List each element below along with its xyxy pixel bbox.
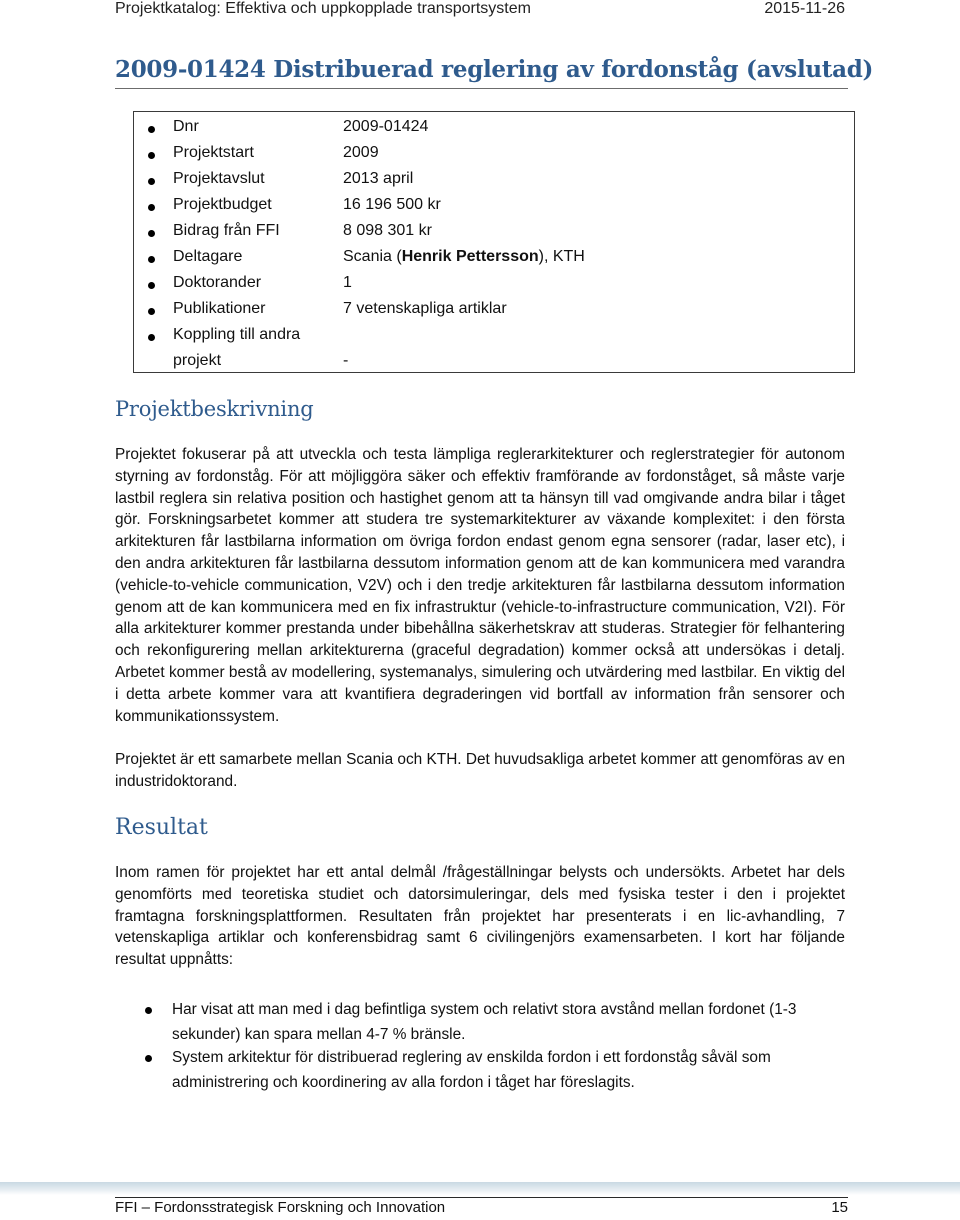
info-value: - (343, 352, 349, 369)
info-row-deltagare (134, 246, 854, 272)
info-label: Koppling till andra (173, 326, 301, 343)
header-catalog-title: Projektkatalog: Effektiva och uppkopplade transportsystem (115, 0, 531, 17)
header-date: 2015-11-26 (764, 0, 845, 17)
footer-band (0, 1182, 960, 1195)
list-item-text: Har visat att man med i dag befintliga system och relativt stora avstånd mellan fordonet (1-3 sekunder) kan spara mellan 4-7 % bränsle. (172, 1001, 797, 1043)
page-footer (115, 1199, 848, 1219)
info-label: Dnr (173, 118, 199, 135)
info-label: Projektbudget (173, 196, 272, 213)
info-row-bidrag (134, 220, 854, 246)
list-item-text: System arkitektur för distribuerad reglering av enskilda fordon i ett fordonståg såväl som administrering och koordinering av alla fordon i tåget har föreslagits. (172, 1049, 771, 1091)
project-title: 2009-01424 Distribuerad reglering av fordonståg (avslutad) (115, 56, 874, 83)
footer-divider (115, 1197, 848, 1198)
participant-contact: Henrik Pettersson (401, 248, 539, 265)
result-heading: Resultat (115, 815, 208, 840)
page-number: 15 (831, 1199, 848, 1216)
bullet-icon (148, 204, 155, 211)
bullet-icon (148, 334, 155, 341)
bullet-icon (145, 1007, 152, 1014)
info-label: Deltagare (173, 248, 243, 265)
title-divider (115, 88, 848, 89)
page-header (115, 0, 845, 20)
bullet-icon (145, 1055, 152, 1062)
result-paragraph: Inom ramen för projektet har ett antal delmål /frågeställningar belysts och undersökts. Arbetet har dels genomförts med teoretiska studiet och datorsimuleringar, dels med fysiska tester i den i projektet framtagna forskningsplattformen. Resultaten från projektet har presenterats i en lic-avhandling, 7 vetenskapliga artiklar och konferensbidrag samt 6 civilingenjörs examensarbeten. I kort har följande resultat uppnåtts: (115, 864, 845, 969)
list-item (115, 1045, 845, 1095)
info-value: 2013 april (343, 170, 414, 187)
info-row-projektbudget (134, 194, 854, 220)
info-label-cont: projekt (173, 352, 222, 369)
info-row-dnr (134, 116, 854, 142)
description-paragraph-1: Projektet fokuserar på att utveckla och testa lämpliga reglerarkitekturer och reglerstrategier för autonom styrning av fordonståg. För att möjliggöra säker och effektiv framförande av fordonståget, så måste varje lastbil reglera sin relativa position och hastighet genom att ta hänsyn till vad omgivande andra bilar i tåget gör. Forskningsarbetet kommer att studera tre systemarkitekturer av växande komplexitet: i den första arkitekturen får lastbilarna information om övriga fordon endast genom egna sensorer (radar, laser etc), i den andra arkitekturen får lastbilarna dessutom information genom att de kan kommunicera med varandra (vehicle-to-vehicle communication, V2V) och i den tredje arkitekturen får lastbilarna dessutom information genom att de kan kommunicera med en fix infrastruktur (vehicle-to-infrastructure communication, V2I). För alla arkitekturer kommer prestanda under bibehållna säkerhetskrav att studeras. Strategier för felhantering och rekonfigurering mellan arkitekturerna (graceful degradation) kommer också att undersökas i detalj. Arbetet kommer bestå av modellering, systemanalys, simulering och utvärdering med lastbilar. En viktig del i detta arbete kommer vara att kvantifiera degraderingen vid bortfall av information från sensorer och kommunikationssystem. (115, 446, 845, 725)
info-value: 2009-01424 (343, 118, 429, 135)
bullet-icon (148, 230, 155, 237)
info-value: 16 196 500 kr (343, 196, 441, 213)
info-value: 1 (343, 274, 352, 291)
bullet-icon (148, 152, 155, 159)
bullet-icon (148, 178, 155, 185)
bullet-icon (148, 256, 155, 263)
info-value (343, 248, 585, 266)
info-value: 2009 (343, 144, 379, 161)
info-row-koppling-cont (134, 350, 854, 376)
info-label: Projektavslut (173, 170, 265, 187)
info-row-doktorander (134, 272, 854, 298)
info-value: 7 vetenskapliga artiklar (343, 300, 507, 317)
project-info-box (133, 111, 855, 373)
info-value: 8 098 301 kr (343, 222, 432, 239)
info-label: Bidrag från FFI (173, 222, 280, 239)
footer-organization: FFI – Fordonsstrategisk Forskning och Innovation (115, 1199, 446, 1216)
bullet-icon (148, 282, 155, 289)
bullet-icon (148, 308, 155, 315)
info-label: Projektstart (173, 144, 254, 161)
bullet-icon (148, 126, 155, 133)
info-row-publikationer (134, 298, 854, 324)
info-row-projektavslut (134, 168, 854, 194)
info-label: Doktorander (173, 274, 262, 291)
description-paragraph-2: Projektet är ett samarbete mellan Scania och KTH. Det huvudsakliga arbetet kommer att genomföras av en industridoktorand. (115, 751, 845, 790)
info-row-projektstart (134, 142, 854, 168)
description-heading: Projektbeskrivning (115, 397, 314, 421)
list-item (115, 997, 845, 1047)
info-row-koppling (134, 324, 854, 350)
participant-company: Scania ( (343, 248, 402, 265)
info-label: Publikationer (173, 300, 266, 317)
participant-rest: ), KTH (538, 248, 585, 265)
